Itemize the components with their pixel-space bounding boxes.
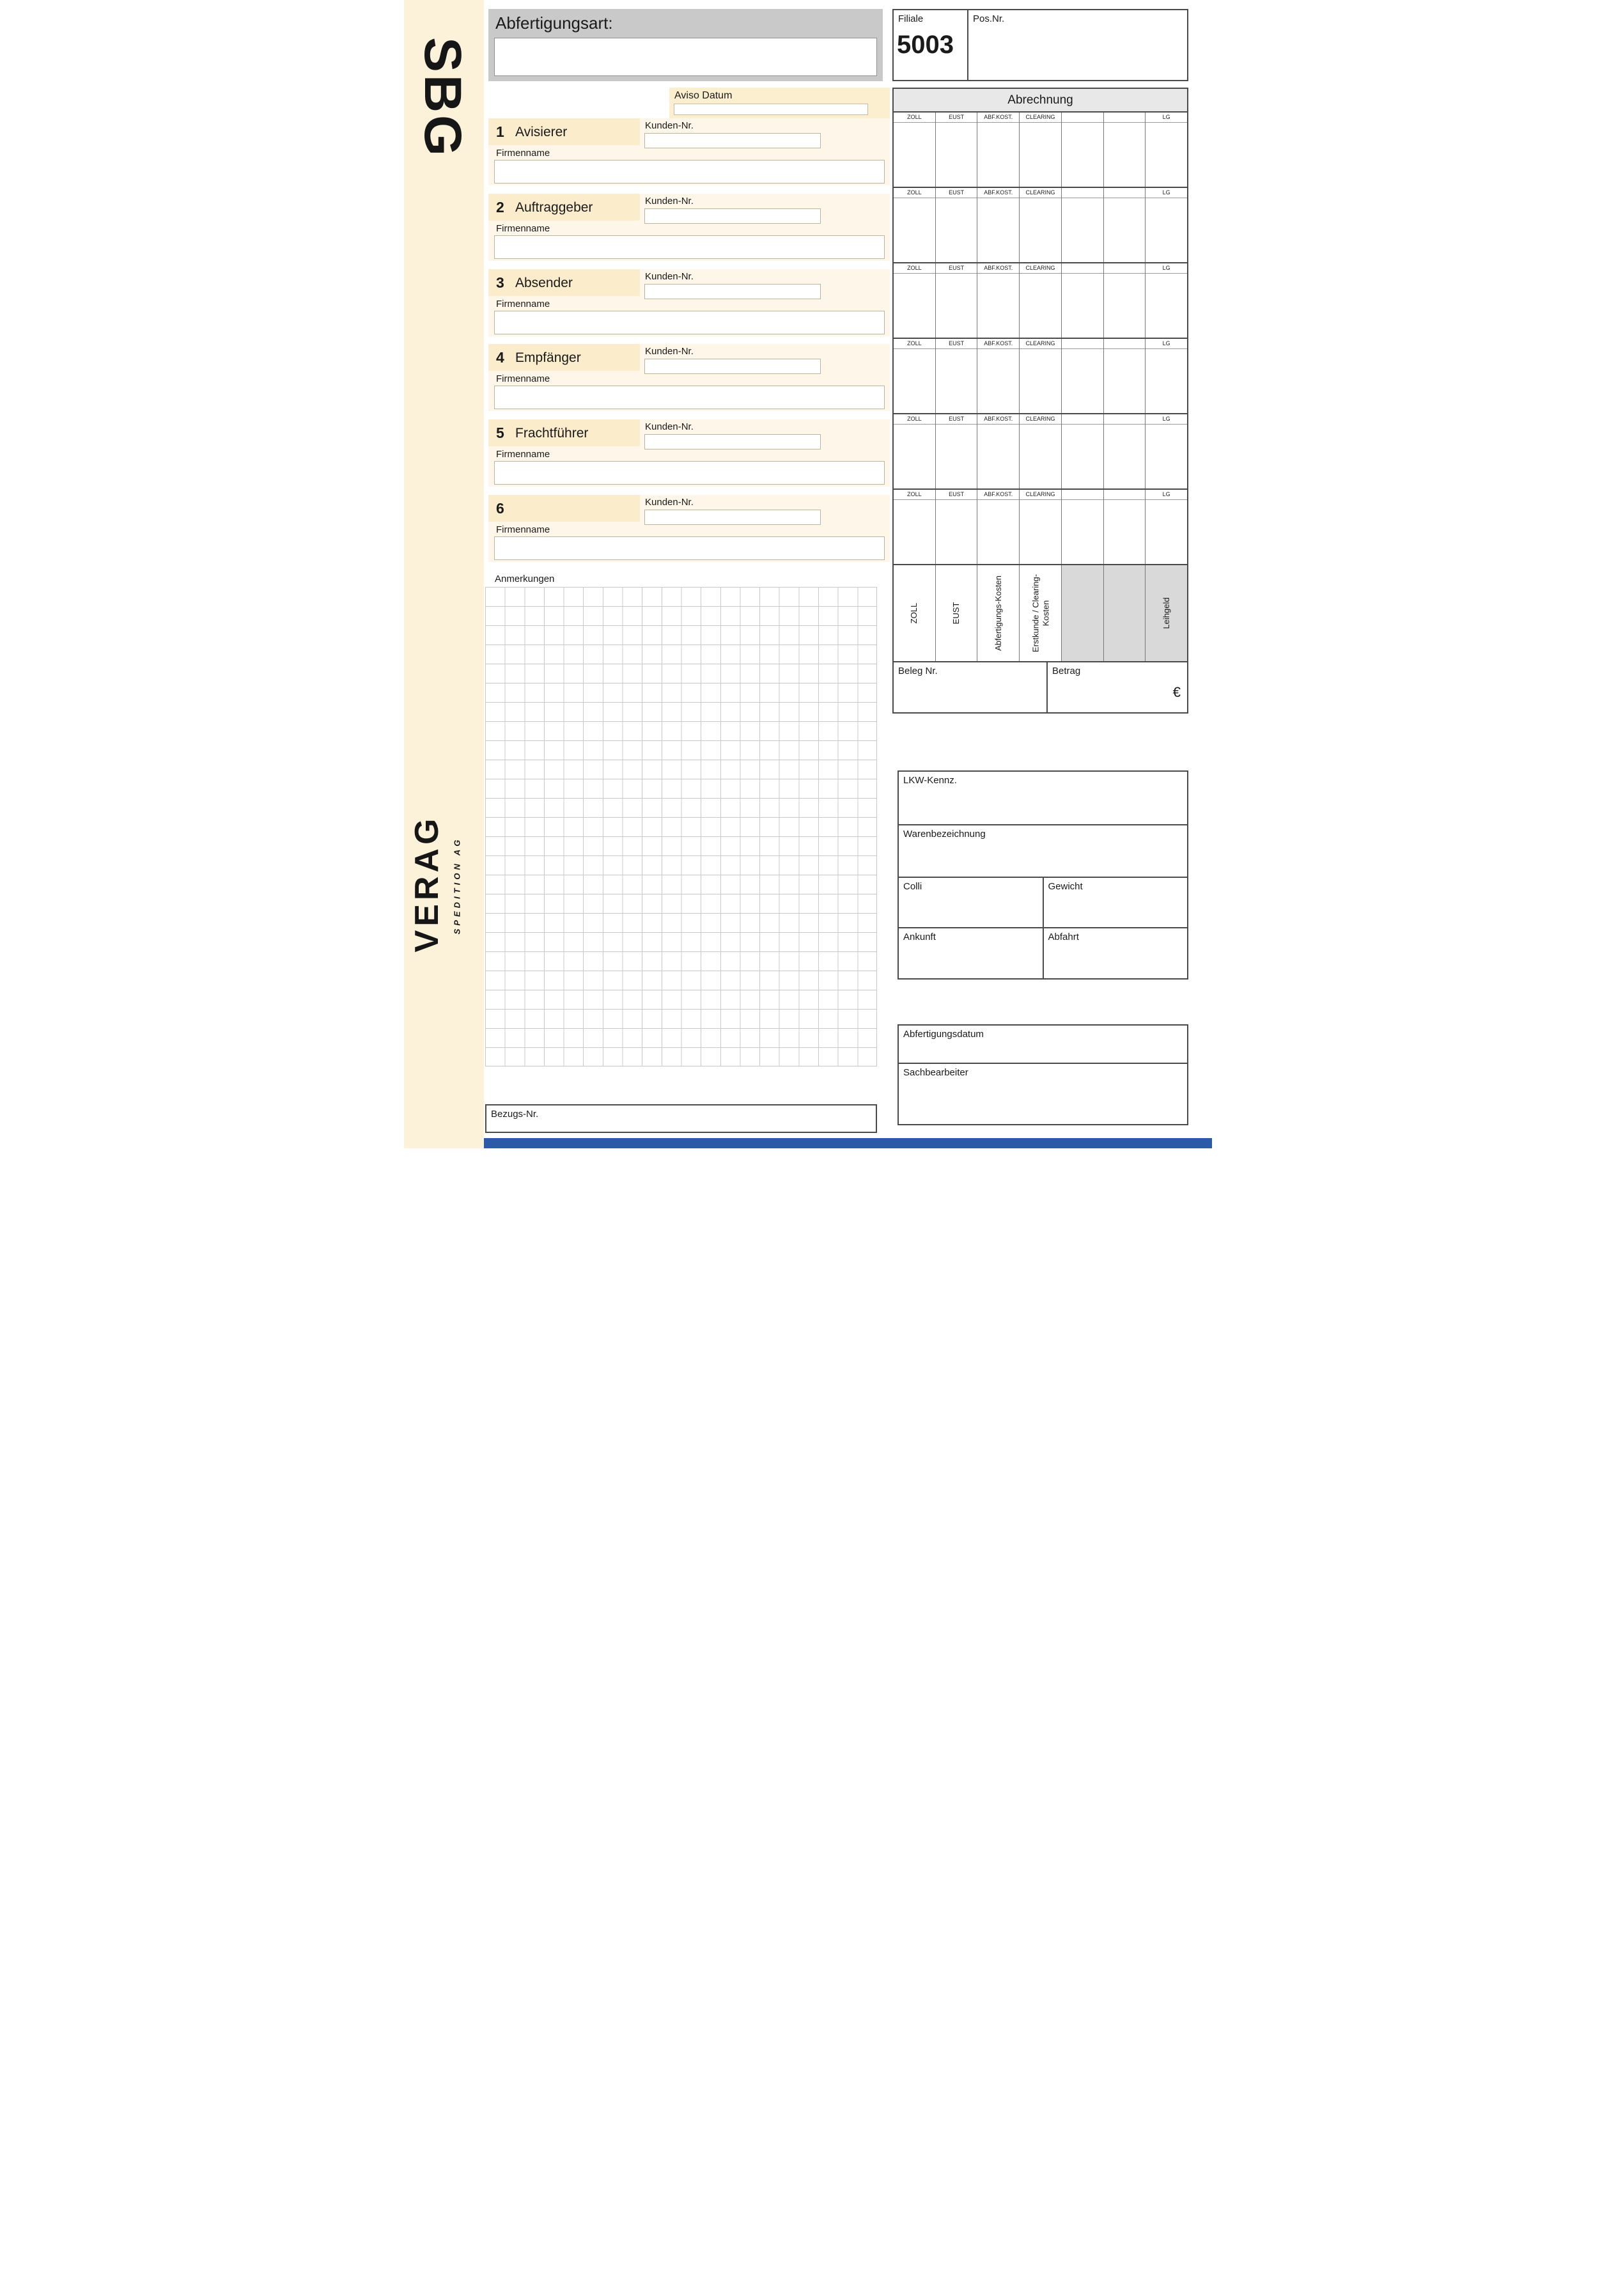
abrechnung-row <box>894 188 1187 263</box>
abfertigungsdatum-field[interactable] <box>899 1026 1187 1064</box>
abrechnung-cell-header <box>1104 263 1146 274</box>
kunden-nr-field[interactable] <box>644 510 821 525</box>
ankunft-abfahrt-row <box>899 928 1187 978</box>
abrechnung-cell[interactable] <box>1104 414 1146 488</box>
section-name: Empfänger <box>515 350 581 365</box>
abrechnung-cell-header: LG <box>1146 188 1187 198</box>
section-number: 4 <box>496 349 504 366</box>
abrechnung-row <box>894 339 1187 414</box>
abfertigungsart-label: Abfertigungsart: <box>495 13 613 33</box>
abrechnung-cell[interactable] <box>894 188 936 262</box>
abrechnung-cell-header <box>1104 339 1146 349</box>
sachbearbeiter-field[interactable] <box>899 1064 1187 1124</box>
sachbearbeiter-label: Sachbearbeiter <box>903 1067 968 1078</box>
abrechnung-cell[interactable] <box>977 339 1020 413</box>
firmenname-label: Firmenname <box>496 299 550 309</box>
section-number: 3 <box>496 274 504 291</box>
kunden-nr-label: Kunden-Nr. <box>645 120 694 131</box>
abrechnung-cell[interactable] <box>936 263 978 338</box>
firmenname-field[interactable] <box>494 311 885 334</box>
section-header-band <box>488 419 640 446</box>
abrechnung-cell-header: ZOLL <box>894 188 935 198</box>
abrechnung-cell-header: ZOLL <box>894 490 935 500</box>
warenbezeichnung-label: Warenbezeichnung <box>903 829 986 840</box>
abrechnung-cell[interactable] <box>977 188 1020 262</box>
left-brand-sidebar <box>404 0 484 1148</box>
filiale-posnr-panel <box>892 9 1188 81</box>
kunden-nr-field[interactable] <box>644 434 821 449</box>
section-header-band <box>488 269 640 296</box>
abrechnung-cell-header: ABF.KOST. <box>977 414 1019 425</box>
abrechnung-cell-header <box>1104 113 1146 123</box>
abfahrt-field[interactable] <box>1044 928 1188 978</box>
vertical-label-cell <box>1020 565 1062 661</box>
abrechnung-cell-header <box>1062 490 1103 500</box>
abrechnung-table <box>892 88 1188 565</box>
betrag-field[interactable] <box>1048 662 1187 712</box>
abrechnung-cell-header: ZOLL <box>894 414 935 425</box>
abrechnung-cell-header: CLEARING <box>1020 188 1061 198</box>
abrechnung-cell[interactable] <box>894 263 936 338</box>
abrechnung-cell-header: EUST <box>936 414 977 425</box>
filiale-cell <box>894 10 968 80</box>
vertical-label-cell <box>1146 565 1187 661</box>
firmenname-label: Firmenname <box>496 524 550 535</box>
abrechnung-row <box>894 263 1187 339</box>
sbg-logo-text: SBG <box>414 37 472 159</box>
section-number: 1 <box>496 123 504 140</box>
abrechnung-cell-header: CLEARING <box>1020 490 1061 500</box>
abfertigungsdatum-label: Abfertigungsdatum <box>903 1029 984 1040</box>
abfertigungsart-field[interactable] <box>494 38 877 76</box>
vertical-label: Erstkunde / Clearing-Kosten <box>1030 574 1050 653</box>
abrechnung-cell-header: ABF.KOST. <box>977 339 1019 349</box>
filiale-value: 5003 <box>897 31 954 59</box>
kunden-nr-label: Kunden-Nr. <box>645 271 694 282</box>
section-header-band <box>488 344 640 371</box>
ankunft-field[interactable] <box>899 928 1044 978</box>
abrechnung-cell-header: ABF.KOST. <box>977 113 1019 123</box>
abrechnung-cell[interactable] <box>1104 188 1146 262</box>
abrechnung-title: Abrechnung <box>894 89 1187 113</box>
colli-label: Colli <box>903 881 922 892</box>
abrechnung-cell-header: CLEARING <box>1020 414 1061 425</box>
section-name: Frachtführer <box>515 426 589 441</box>
abrechnung-cell-header: ABF.KOST. <box>977 490 1019 500</box>
beleg-nr-field[interactable] <box>894 662 1048 712</box>
sbg-logo <box>409 9 476 187</box>
abfahrt-label: Abfahrt <box>1048 932 1079 942</box>
abrechnung-cell[interactable] <box>894 490 936 564</box>
vertical-label: Leihgeld <box>1161 597 1171 629</box>
abrechnung-cell-header: LG <box>1146 113 1187 123</box>
section-3 <box>488 269 890 336</box>
spedition-ag-logo <box>449 793 465 978</box>
abrechnung-cell[interactable] <box>1062 113 1104 187</box>
abfertigungsart-panel <box>488 9 883 81</box>
firmenname-label: Firmenname <box>496 148 550 159</box>
vertical-label: Abfertigungs-Kosten <box>993 575 1003 651</box>
kunden-nr-field[interactable] <box>644 133 821 148</box>
abrechnung-cell-header <box>1062 339 1103 349</box>
abrechnung-row <box>894 113 1187 188</box>
betrag-label: Betrag <box>1052 666 1081 676</box>
abrechnung-cell[interactable] <box>1104 113 1146 187</box>
section-5 <box>488 419 890 487</box>
abrechnung-cell-header: CLEARING <box>1020 339 1061 349</box>
section-name: Absender <box>515 276 573 290</box>
section-header-band <box>488 118 640 145</box>
spedition-ag-text: SPEDITION AG <box>452 836 462 935</box>
abrechnung-cell[interactable] <box>1062 339 1104 413</box>
section-name: Auftraggeber <box>515 200 593 215</box>
kunden-nr-field[interactable] <box>644 208 821 224</box>
abrechnung-cell-header <box>1062 414 1103 425</box>
kunden-nr-field[interactable] <box>644 359 821 374</box>
abrechnung-cell[interactable] <box>1146 490 1187 564</box>
abrechnung-cell-header <box>1104 414 1146 425</box>
cargo-details-panel <box>897 770 1188 980</box>
section-1 <box>488 118 890 185</box>
abrechnung-cell[interactable] <box>977 414 1020 488</box>
colli-gewicht-row <box>899 878 1187 928</box>
euro-symbol: € <box>1172 684 1181 700</box>
vertical-label-cell <box>1062 565 1104 661</box>
abrechnung-cell-header: EUST <box>936 263 977 274</box>
abrechnung-cell[interactable] <box>1146 113 1187 187</box>
abrechnung-cell-header: LG <box>1146 339 1187 349</box>
abrechnung-cell-header <box>1062 188 1103 198</box>
abrechnung-cell-header: ABF.KOST. <box>977 263 1019 274</box>
abrechnung-cell-header: CLEARING <box>1020 263 1061 274</box>
abrechnung-cell-header: ZOLL <box>894 339 935 349</box>
gewicht-field[interactable] <box>1044 878 1188 927</box>
section-header-band <box>488 495 640 522</box>
aviso-datum-label: Aviso Datum <box>674 90 733 101</box>
abrechnung-cell[interactable] <box>936 113 978 187</box>
abrechnung-row <box>894 490 1187 564</box>
abrechnung-cell[interactable] <box>936 490 978 564</box>
vertical-label: EUST <box>951 602 961 625</box>
firmenname-label: Firmenname <box>496 223 550 234</box>
beleg-nr-label: Beleg Nr. <box>898 666 938 676</box>
firmenname-label: Firmenname <box>496 373 550 384</box>
abrechnung-cell[interactable] <box>1104 263 1146 338</box>
section-4 <box>488 344 890 411</box>
abrechnung-cell-header: EUST <box>936 113 977 123</box>
abrechnung-rows <box>894 113 1187 564</box>
section-2 <box>488 194 890 261</box>
abrechnung-cell[interactable] <box>1062 188 1104 262</box>
firmenname-label: Firmenname <box>496 449 550 460</box>
bezugs-nr-label: Bezugs-Nr. <box>491 1109 539 1120</box>
aviso-datum-panel <box>669 88 890 118</box>
abrechnung-cell[interactable] <box>1020 113 1062 187</box>
abrechnung-cell[interactable] <box>894 113 936 187</box>
beleg-betrag-panel <box>892 662 1188 714</box>
firmenname-field[interactable] <box>494 536 885 560</box>
abrechnung-cell-header <box>1062 263 1103 274</box>
abrechnung-cell[interactable] <box>894 339 936 413</box>
abrechnung-cell-header: EUST <box>936 490 977 500</box>
section-number: 2 <box>496 199 504 215</box>
abrechnung-cell[interactable] <box>1020 263 1062 338</box>
abrechnung-cell[interactable] <box>1020 490 1062 564</box>
kunden-nr-label: Kunden-Nr. <box>645 196 694 207</box>
abrechnung-cell[interactable] <box>1146 414 1187 488</box>
abrechnung-cell-header: EUST <box>936 339 977 349</box>
section-header-band <box>488 194 640 221</box>
abrechnung-cell[interactable] <box>936 414 978 488</box>
abrechnung-cell-header: LG <box>1146 414 1187 425</box>
abrechnung-cell-header <box>1104 188 1146 198</box>
abrechnung-cell[interactable] <box>1146 188 1187 262</box>
vertical-label-cell <box>1104 565 1146 661</box>
abrechnung-cell-header: LG <box>1146 490 1187 500</box>
vertical-label-cell <box>894 565 936 661</box>
abrechnung-cell-header <box>1062 113 1103 123</box>
abrechnung-cell-header: EUST <box>936 188 977 198</box>
vertical-label-cell <box>977 565 1020 661</box>
abrechnung-cell[interactable] <box>1104 490 1146 564</box>
abrechnung-cell[interactable] <box>1020 414 1062 488</box>
posnr-field[interactable] <box>968 10 1187 80</box>
firmenname-field[interactable] <box>494 235 885 259</box>
abrechnung-cell-header: ABF.KOST. <box>977 188 1019 198</box>
firmenname-field[interactable] <box>494 160 885 184</box>
abrechnung-cell[interactable] <box>1062 414 1104 488</box>
abrechnung-column-labels <box>892 565 1188 662</box>
abrechnung-cell[interactable] <box>1062 263 1104 338</box>
kunden-nr-label: Kunden-Nr. <box>645 421 694 432</box>
colli-field[interactable] <box>899 878 1044 927</box>
abrechnung-cell[interactable] <box>936 188 978 262</box>
vertical-label-cell <box>936 565 978 661</box>
abrechnung-cell-header: ZOLL <box>894 113 935 123</box>
section-number: 5 <box>496 425 504 441</box>
abrechnung-cell[interactable] <box>1020 188 1062 262</box>
abrechnung-cell-header: LG <box>1146 263 1187 274</box>
abrechnung-cell[interactable] <box>1104 339 1146 413</box>
abrechnung-cell[interactable] <box>894 414 936 488</box>
kunden-nr-field[interactable] <box>644 284 821 299</box>
abrechnung-cell-header <box>1104 490 1146 500</box>
section-6 <box>488 495 890 562</box>
abrechnung-row <box>894 414 1187 490</box>
abrechnung-cell[interactable] <box>977 490 1020 564</box>
abrechnung-cell[interactable] <box>1146 263 1187 338</box>
lkw-kennz-field[interactable] <box>899 772 1187 825</box>
kunden-nr-label: Kunden-Nr. <box>645 497 694 508</box>
lkw-kennz-label: LKW-Kennz. <box>903 775 957 786</box>
abrechnung-cell[interactable] <box>1146 339 1187 413</box>
processing-panel <box>897 1024 1188 1125</box>
kunden-nr-label: Kunden-Nr. <box>645 346 694 357</box>
firmenname-field[interactable] <box>494 386 885 409</box>
anmerkungen-label: Anmerkungen <box>495 574 555 584</box>
abrechnung-cell-header: ZOLL <box>894 263 935 274</box>
abrechnung-cell[interactable] <box>977 263 1020 338</box>
abrechnung-cell[interactable] <box>1062 490 1104 564</box>
aviso-datum-field[interactable] <box>674 104 868 115</box>
section-number: 6 <box>496 500 504 517</box>
bezugs-nr-field[interactable] <box>485 1104 877 1133</box>
abrechnung-cell[interactable] <box>936 339 978 413</box>
filiale-label: Filiale <box>898 13 924 24</box>
abrechnung-cell-header: CLEARING <box>1020 113 1061 123</box>
verag-logo-text: VERAG <box>408 815 446 953</box>
posnr-label: Pos.Nr. <box>973 13 1005 24</box>
warenbezeichnung-field[interactable] <box>899 825 1187 878</box>
abrechnung-cell[interactable] <box>977 113 1020 187</box>
section-name: Avisierer <box>515 125 568 139</box>
speditionsauftrag-form <box>404 0 1212 1148</box>
bottom-accent-bar <box>484 1138 1212 1148</box>
firmenname-field[interactable] <box>494 461 885 485</box>
abrechnung-cell[interactable] <box>1020 339 1062 413</box>
verag-logo <box>404 788 450 980</box>
vertical-label: ZOLL <box>909 602 919 624</box>
ankunft-label: Ankunft <box>903 932 936 942</box>
anmerkungen-grid[interactable] <box>485 587 877 1066</box>
gewicht-label: Gewicht <box>1048 881 1083 892</box>
